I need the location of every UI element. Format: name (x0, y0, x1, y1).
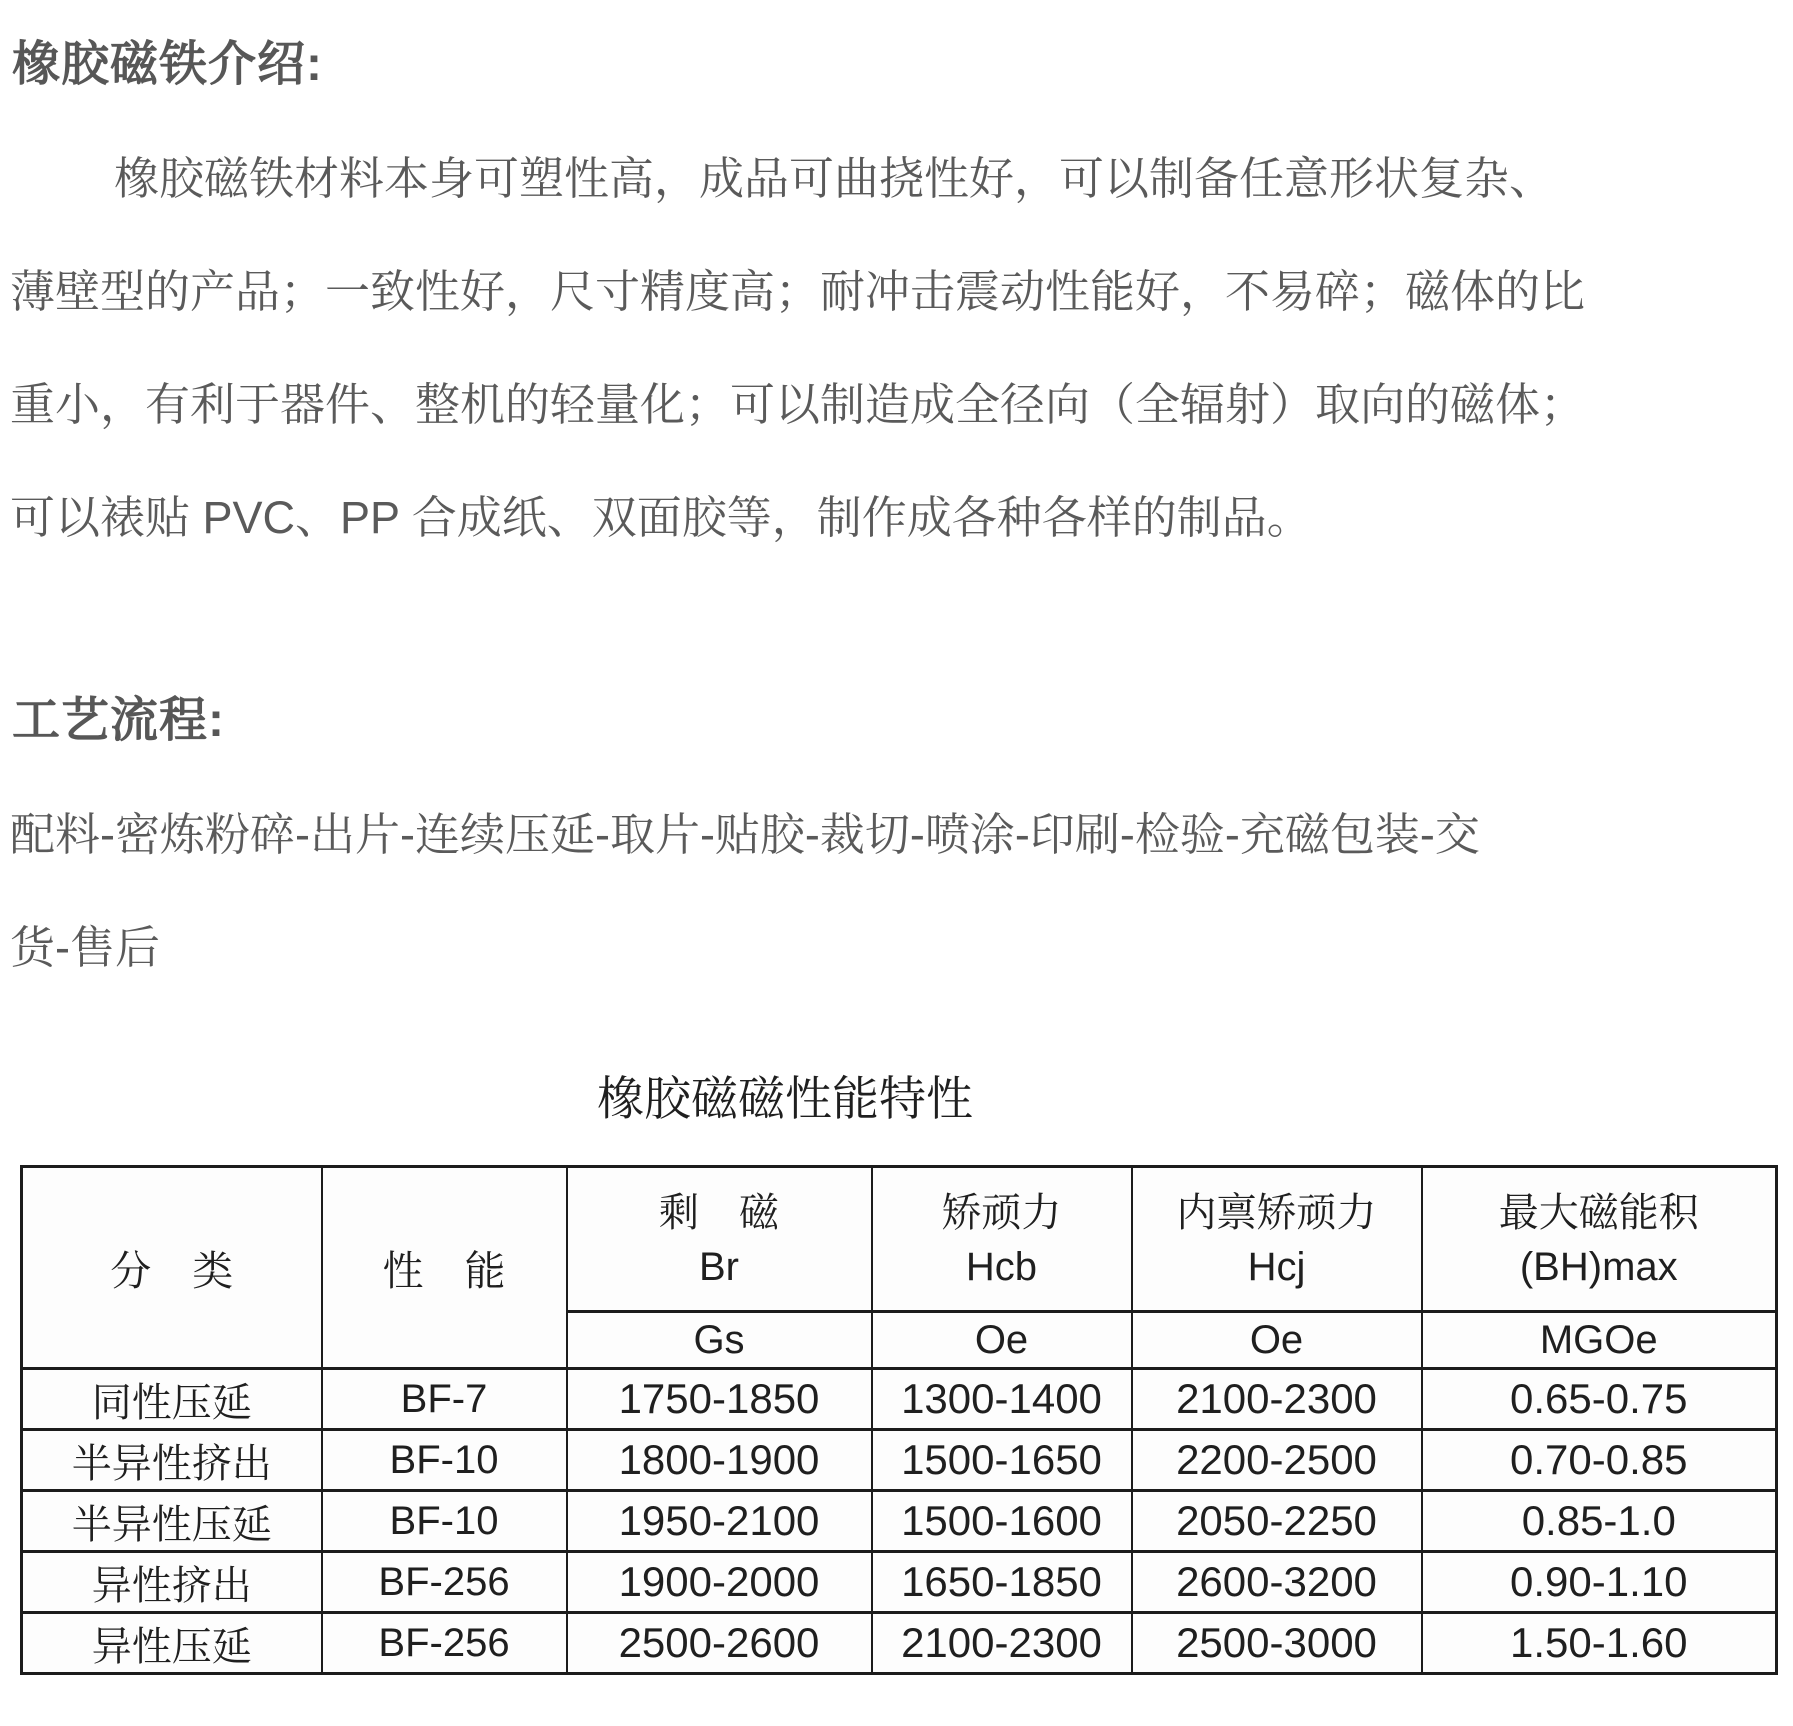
cell-performance: BF-7 (322, 1369, 567, 1430)
cell-bhmax: 0.70-0.85 (1422, 1430, 1777, 1491)
unit-hcb: Oe (872, 1312, 1132, 1369)
cell-hcb: 1300-1400 (872, 1369, 1132, 1430)
cell-hcj: 2100-2300 (1132, 1369, 1422, 1430)
unit-bhmax: MGOe (1422, 1312, 1777, 1369)
cell-hcb: 1650-1850 (872, 1552, 1132, 1613)
intro-paragraph (10, 122, 1793, 574)
table-row (22, 1369, 1777, 1430)
table-title: 橡胶磁磁性能特性 (597, 1072, 973, 1125)
cell-hcj: 2050-2250 (1132, 1491, 1422, 1552)
header-hcj-name: 内禀矫顽力 (1176, 1191, 1377, 1235)
cell-performance: BF-10 (322, 1491, 567, 1552)
magnetic-properties-table (20, 1165, 1778, 1675)
table-row (22, 1552, 1777, 1613)
intro-line: 薄壁型的产品；一致性好，尺寸精度高；耐冲击震动性能好，不易碎；磁体的比 (10, 266, 1586, 317)
table-header-row (22, 1167, 1777, 1312)
cell-br: 1950-2100 (567, 1491, 872, 1552)
cell-bhmax: 0.85-1.0 (1422, 1491, 1777, 1552)
intro-line: 重小，有利于器件、整机的轻量化；可以制造成全径向（全辐射）取向的磁体； (10, 379, 1586, 430)
document-page (0, 36, 1793, 1726)
cell-hcb: 1500-1650 (872, 1430, 1132, 1491)
process-paragraph (10, 778, 1793, 1004)
cell-hcb: 2100-2300 (872, 1613, 1132, 1674)
header-bhmax-symbol: (BH)max (1519, 1245, 1678, 1289)
table-row (22, 1430, 1777, 1491)
header-br-name: 剩 磁 (659, 1191, 779, 1235)
cell-category: 同性压延 (22, 1369, 322, 1430)
unit-br: Gs (567, 1312, 872, 1369)
intro-line: 可以裱贴 PVC、PP 合成纸、双面胶等，制作成各种各样的制品。 (10, 492, 1312, 543)
intro-line: 橡胶磁铁材料本身可塑性高，成品可曲挠性好，可以制备任意形状复杂、 (114, 153, 1555, 204)
intro-heading: 橡胶磁铁介绍: (12, 38, 323, 91)
unit-hcj: Oe (1132, 1312, 1422, 1369)
table-row (22, 1491, 1777, 1552)
cell-hcj: 2500-3000 (1132, 1613, 1422, 1674)
cell-performance: BF-10 (322, 1430, 567, 1491)
header-hcb-name: 矫顽力 (941, 1191, 1062, 1235)
cell-br: 1750-1850 (567, 1369, 872, 1430)
header-category: 分 类 (22, 1167, 322, 1369)
cell-br: 2500-2600 (567, 1613, 872, 1674)
cell-performance: BF-256 (322, 1552, 567, 1613)
cell-bhmax: 0.90-1.10 (1422, 1552, 1777, 1613)
process-heading: 工艺流程: (12, 694, 225, 747)
header-hcj (1132, 1167, 1422, 1312)
header-performance: 性 能 (322, 1167, 567, 1369)
cell-category: 异性压延 (22, 1613, 322, 1674)
header-br (567, 1167, 872, 1312)
cell-br: 1800-1900 (567, 1430, 872, 1491)
cell-br: 1900-2000 (567, 1552, 872, 1613)
cell-bhmax: 0.65-0.75 (1422, 1369, 1777, 1430)
header-hcb (872, 1167, 1132, 1312)
cell-hcb: 1500-1600 (872, 1491, 1132, 1552)
cell-category: 异性挤出 (22, 1552, 322, 1613)
header-hcj-symbol: Hcj (1247, 1245, 1306, 1289)
process-line: 配料-密炼粉碎-出片-连续压延-取片-贴胶-裁切-喷涂-印刷-检验-充磁包装-交 (10, 809, 1480, 860)
header-bhmax (1422, 1167, 1777, 1312)
table-row (22, 1613, 1777, 1674)
process-line: 货-售后 (10, 922, 160, 973)
header-hcb-symbol: Hcb (965, 1245, 1038, 1289)
header-bhmax-name: 最大磁能积 (1498, 1191, 1699, 1235)
header-br-symbol: Br (699, 1245, 739, 1289)
cell-category: 半异性挤出 (22, 1430, 322, 1491)
cell-performance: BF-256 (322, 1613, 567, 1674)
cell-category: 半异性压延 (22, 1491, 322, 1552)
cell-hcj: 2600-3200 (1132, 1552, 1422, 1613)
cell-hcj: 2200-2500 (1132, 1430, 1422, 1491)
cell-bhmax: 1.50-1.60 (1422, 1613, 1777, 1674)
